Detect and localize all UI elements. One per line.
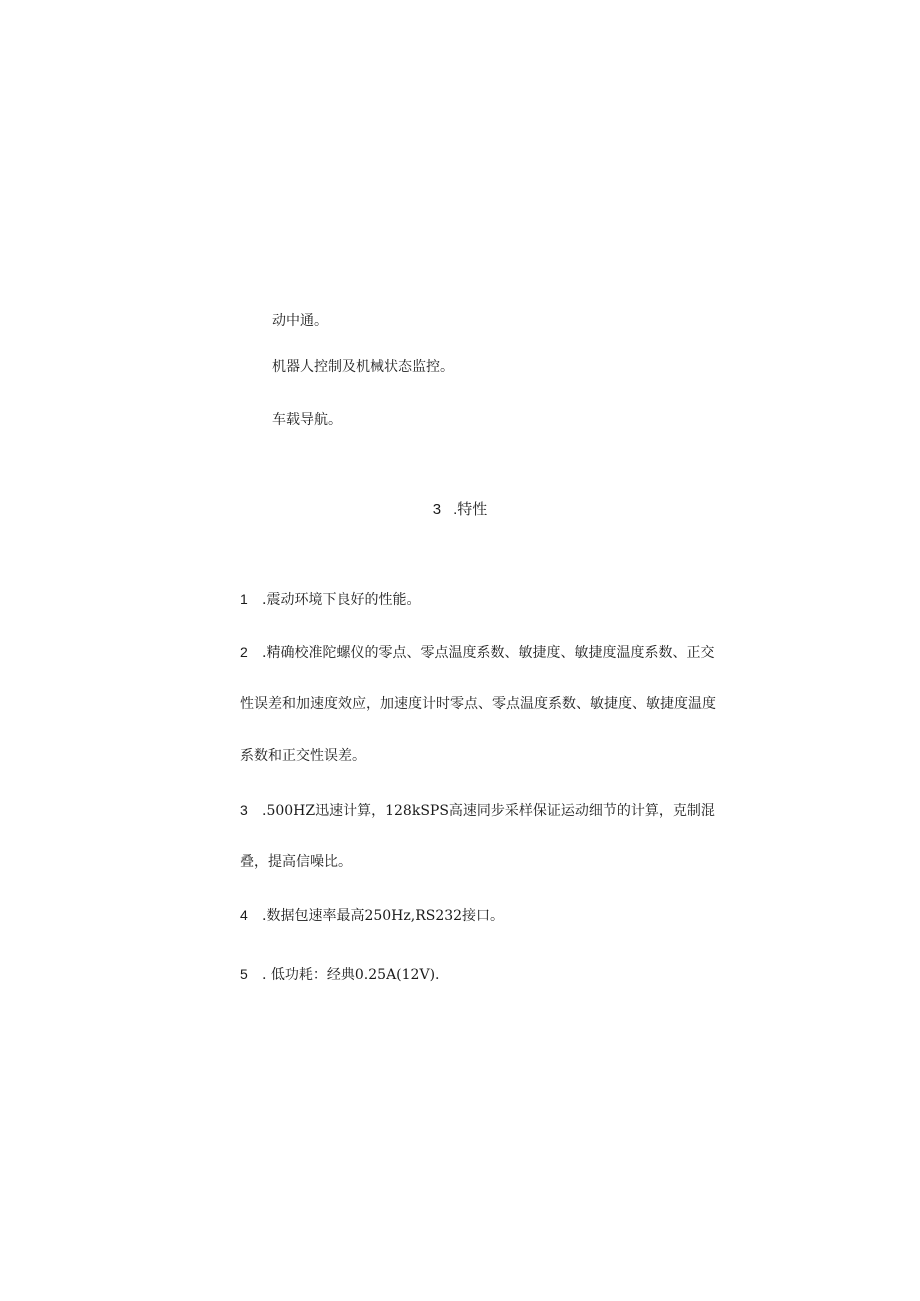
feature-item — [240, 589, 420, 610]
feature-text: . 低功耗：经典0.25A(12V). — [262, 967, 440, 983]
feature-number: 3 — [240, 802, 248, 818]
application-item: 车载导航。 — [272, 412, 342, 428]
section-title: .特性 — [453, 501, 488, 518]
feature-text-continuation: 性误差和加速度效应，加速度计时零点、零点温度系数、敏捷度、敏捷度温度 — [240, 696, 716, 712]
section-heading — [0, 500, 920, 520]
feature-text-continuation: 系数和正交性误差。 — [240, 748, 366, 764]
feature-text: .500HZ迅速计算，128kSPS高速同步采样保证运动细节的计算，克制混 — [262, 803, 715, 819]
feature-number: 1 — [240, 591, 248, 607]
application-item: 机器人控制及机械状态监控。 — [272, 359, 454, 375]
feature-item — [240, 800, 715, 821]
feature-item — [240, 642, 714, 663]
feature-text: .震动环境下良好的性能。 — [262, 592, 421, 608]
application-item: 动中通。 — [272, 313, 328, 329]
feature-number: 2 — [240, 644, 248, 660]
feature-number: 5 — [240, 966, 248, 982]
section-number: 3 — [432, 501, 442, 518]
feature-text-continuation: 叠，提高信噪比。 — [240, 854, 352, 870]
feature-item — [240, 905, 504, 926]
feature-number: 4 — [240, 907, 248, 923]
feature-item — [240, 964, 439, 985]
feature-text: .数据包速率最高250Hz,RS232接口。 — [262, 908, 505, 924]
feature-text: .精确校准陀螺仪的零点、零点温度系数、敏捷度、敏捷度温度系数、正交 — [262, 645, 715, 661]
